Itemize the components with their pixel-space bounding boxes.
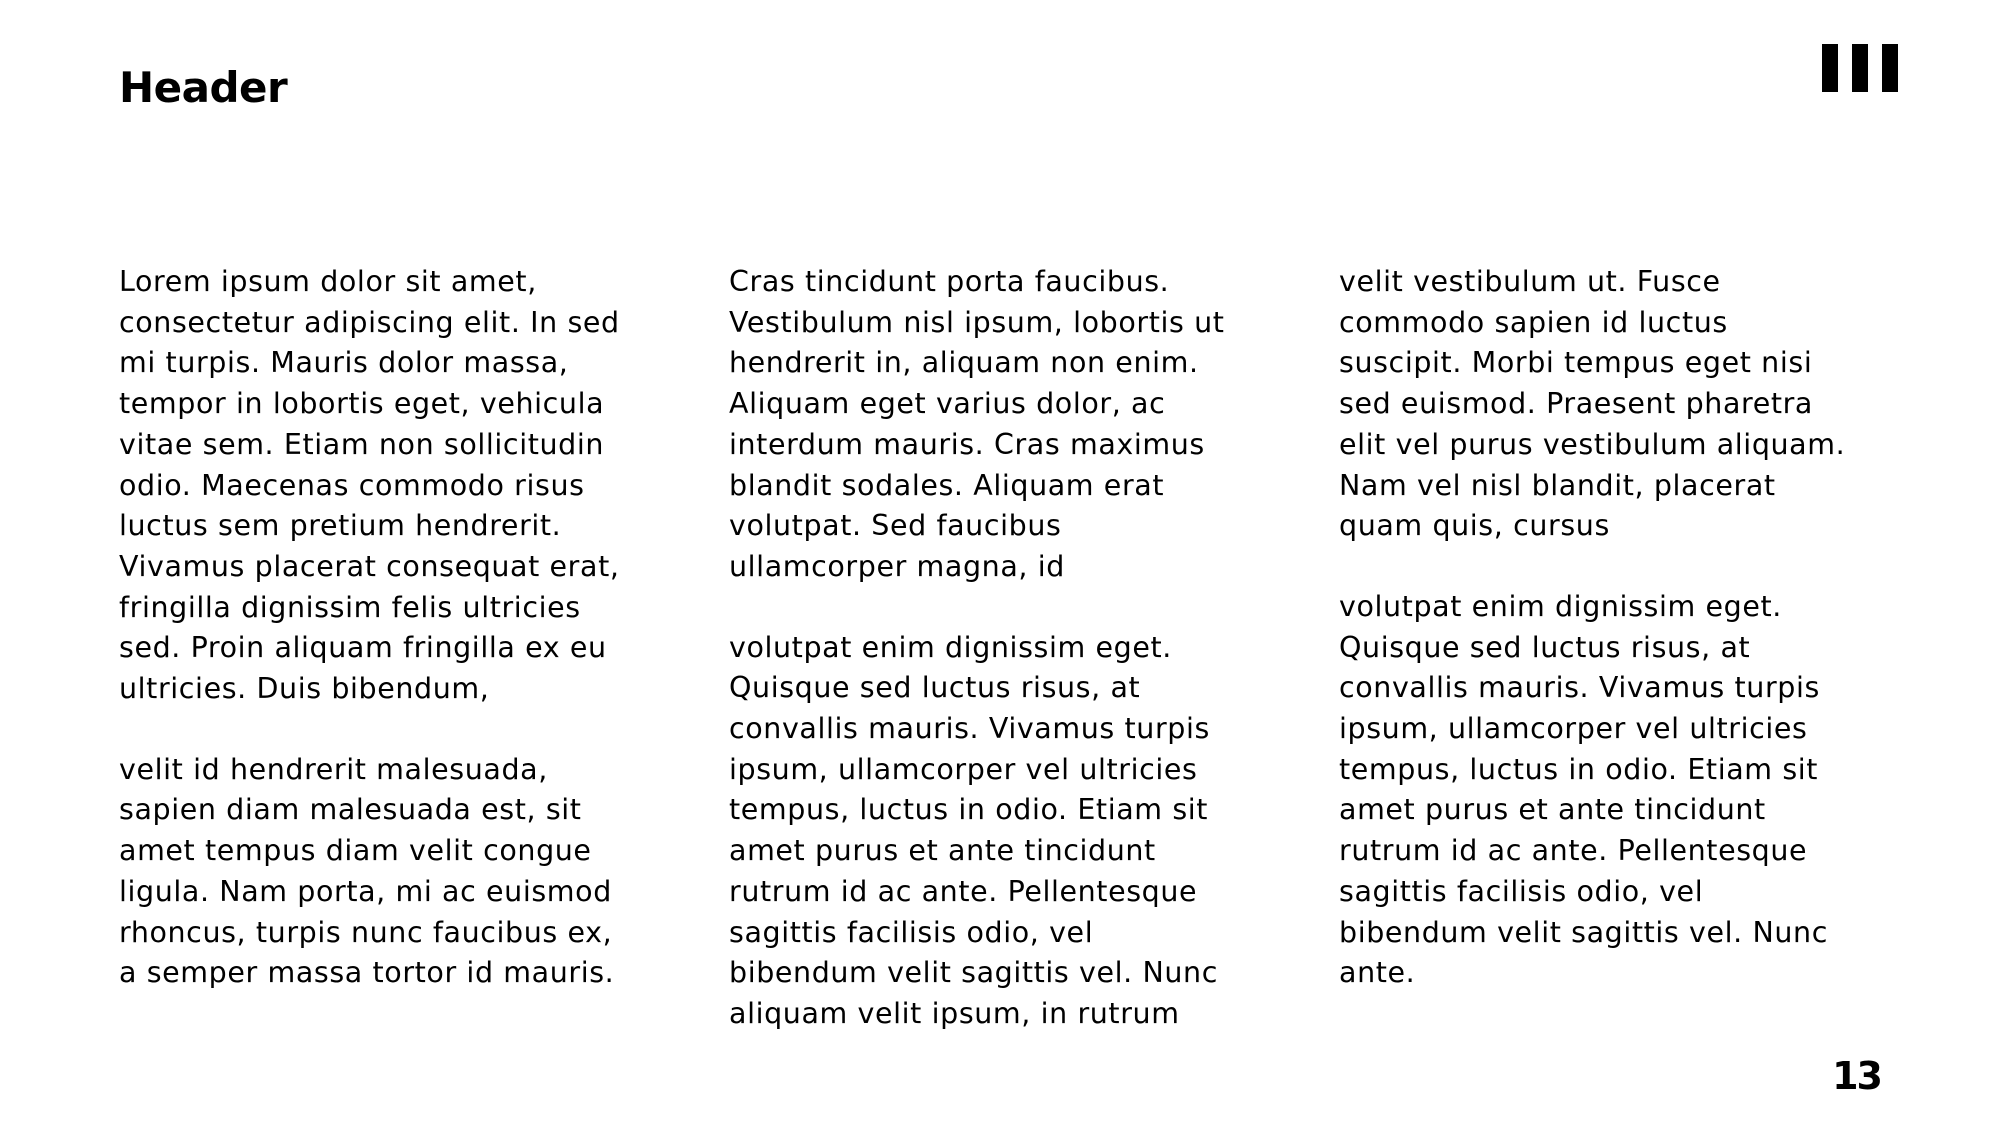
bar-2 [1852,44,1868,92]
column-1-paragraph-1: Lorem ipsum dolor sit amet, consectetur adipiscing elit. In sed mi turpis. Mauris dolor massa, tempor in lobortis eget, vehicula vitae sem. Etiam non sollicitudin odio. Maecenas commodo risus luctus sem pretium hendrerit. Vivamus placerat consequat erat, fringilla dignissim felis ultricies sed. Proin aliquam fringilla ex eu ultricies. Duis bibendum, [119,265,620,706]
text-column-1 [119,262,709,1034]
text-column-3 [1339,262,1929,1034]
text-column-2 [729,262,1319,1075]
column-2-paragraph-2: volutpat enim dignissim eget. Quisque sed luctus risus, at convallis mauris. Vivamus turpis ipsum, ullamcorper vel ultricies tempus, luctus in odio. Etiam sit amet purus et ante tincidunt rutrum id ac ante. Pellentesque sagittis facilisis odio, vel bibendum velit sagittis vel. Nunc aliquam velit ipsum, in rutrum [729,630,1218,1030]
column-3-paragraph-2: volutpat enim dignissim eget. Quisque sed luctus risus, at convallis mauris. Vivamus turpis ipsum, ullamcorper vel ultricies tempus, luctus in odio. Etiam sit amet purus et ante tincidunt rutrum id ac ante. Pellentesque sagittis facilisis odio, vel bibendum velit sagittis vel. Nunc ante. [1339,589,1828,990]
column-3-paragraph-1: velit vestibulum ut. Fusce commodo sapien id luctus suscipit. Morbi tempus eget nisi sed euismod. Praesent pharetra elit vel purus vestibulum aliquam. Nam vel nisl blandit, placerat quam quis, cursus [1339,265,1846,543]
column-2-paragraph-1: Cras tincidunt porta faucibus. Vestibulum nisl ipsum, lobortis ut hendrerit in, aliquam non enim. Aliquam eget varius dolor, ac interdum mauris. Cras maximus blandit sodales. Aliquam erat volutpat. Sed faucibus ullamcorper magna, id [729,265,1225,583]
page-title: Header [119,63,288,112]
bar-3 [1882,44,1898,92]
column-1-paragraph-2: velit id hendrerit malesuada, sapien diam malesuada est, sit amet tempus diam velit congue ligula. Nam porta, mi ac euismod rhoncus, turpis nunc faucibus ex, a semper massa tortor id mauris. [119,752,615,990]
page-number: 13 [1832,1054,1881,1098]
bar-1 [1822,44,1838,92]
three-bars-icon [1822,44,1898,92]
